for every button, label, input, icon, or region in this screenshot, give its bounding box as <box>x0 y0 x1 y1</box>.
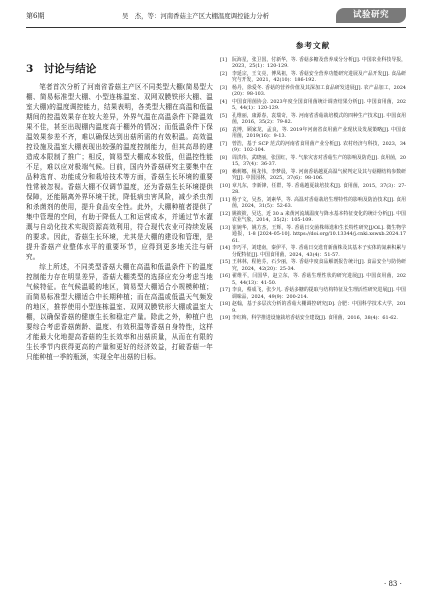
issue-number: 第6期 <box>26 12 45 20</box>
reference-text: 中国食用菌协会. 2023年度全国食用菌统计调查结果分析[J]. 中国食用菌，2025，44(1)：120-129. <box>232 99 406 112</box>
reference-item <box>220 245 406 258</box>
section-title: 3 讨论与结论 <box>26 63 97 75</box>
reference-number: [11] <box>220 197 230 203</box>
reference-number: [12] <box>220 211 230 217</box>
paragraph-discussion: 笔者首次分析了河南省香菇主产区不同类型大棚(简易型大棚、简易标准型大棚、小型连栋温室、双网双膜铁形大棚、温室大棚)的温度调控能力，结果表明，各类型大棚在高温和低温期间的控温效果存在较大差异，外界气温在高温条件下降温效果不佳，甚至出现棚内温度高于棚外的情况；而低温条件下保温效果参差不齐，难以确保达到出菇所需的有效积温。高效温控设施及温室大棚表现出较强的温度控制能力，但其高昂的建造成本限制了推广；相反，简易型大棚成本较低，但温控性能不足，难以应对极端气候。目前，国内外香菇研究主要集中在品种选育、功能成分和栽培技术等方面，香菇生长环境的重要性常被忽视。香菇大棚不仅调节温度，还为香菇生长环境提供保障，还能隔离外界环境干扰，降低病虫害风险，减少杀虫剂和杀菌剂的使用，提升食品安全性。此外，大棚种植者提供了集中管理的空间，有助于降低人工和运营成本，并通过节水灌溉与自动化技术实现资源高效利用，符合现代农业可持续发展的要求。因此，香菇生长环境，尤其是大棚的建设和管理，是提升香菇产业整体水平的重要环节，应得到更多地关注与研究。 <box>26 83 213 261</box>
reference-item <box>220 273 406 286</box>
reference-text: 李良，蔡成飞，张少凡. 香菇多糖的提取与结构特征及生理活性研究进展[J]. 中国调味品，2024，49(9)：200-214. <box>232 287 406 300</box>
reference-item <box>220 197 406 210</box>
reference-number: [15] <box>220 259 230 266</box>
reference-number: [6] <box>220 127 227 133</box>
reference-number: [13] <box>220 225 230 231</box>
reference-number: [17] <box>220 287 230 294</box>
reference-number: [1] <box>220 57 227 63</box>
reference-item <box>220 259 406 272</box>
reference-number: [19] <box>220 315 230 322</box>
reference-item <box>220 287 406 300</box>
reference-item <box>220 183 406 196</box>
reference-item <box>220 99 406 112</box>
discussion-column <box>26 62 213 362</box>
reference-text: 杨子文，吴杰，刘素华，等. 高温对香菇栽培生理特性的影响及防治技术[J]. 食用菌，2024，31(5)：52-63. <box>232 197 406 210</box>
reference-text: 李红梅，科学推进设施栽培香菇安全建设[J]. 食用菌，2016，38(4)：61-62. <box>232 315 398 322</box>
reference-item <box>220 211 406 224</box>
reference-item <box>220 127 406 140</box>
reference-number: [14] <box>220 245 230 252</box>
page-number: · 83 · <box>384 580 402 588</box>
reference-item <box>220 155 406 168</box>
reference-number: [3] <box>220 85 227 91</box>
reference-item <box>220 301 406 314</box>
reference-text: 阮海星，张卫国，付新华，等. 香菇多糖及营养成分分析[J]. 中国农业科技导报，2023，25(1)：120-129. <box>232 57 406 70</box>
reference-number: [7] <box>220 141 227 147</box>
paragraph-conclusion: 综上所述，不同类型香菇大棚在高温和低温条件下的温度控制能力存在明显差异，香菇大棚类型的选择应充分考虑当地气候特征。在气候温暖的地区，简易型大棚适合小规模种植；而简易标准型大棚适合中长期种植；而在高温或低温天气频发的地区，推荐使用小型连栋温室、双网双膜铁形大棚或温室大棚，以确保香菇的健康生长和稳定产量。除此之外，种植户也要综合考虑香菇菌龄、温度、有效积温等香菇自身特性，这样才能最大化地提高香菇的生长效率和出菇质量，从而在有限的生长季节内获得更高的产量和更好的经济效益，打破香菇一年只能种植一季的瓶颈，实现全年出菇的目标。 <box>26 263 213 361</box>
reference-item <box>220 57 406 70</box>
reference-text: 姚筱筱，吴达，近 30 a 来黄河流域温度与降水基本特征变化的统计分析[J]. 中国农业气象，2014，35(2)：105-109. <box>232 211 406 224</box>
reference-text: 赖莉娜，杨龙伟，李梦晨，等. 河南香菇越夏高温气候判定及其与菇棚结构参数研究[J]. 中国园林，2025，37(6)：98-106. <box>232 169 406 182</box>
reference-text: 周洪伟，武晓丽，张国红，等. 气象灾害对香菇生产的影响及防范[J]. 食用菌，2015，37(4)：36-37. <box>232 155 406 168</box>
header-rule <box>26 27 406 28</box>
reference-text: 孔维丽，康源春，袁瑞奇，等. 河南省香菇栽培模式的四种生产技术[J]. 中国食用菌，2016，35(2)：79-82. <box>232 113 406 126</box>
journal-section-badge: 试验研究 <box>336 8 406 23</box>
reference-item <box>220 315 406 321</box>
reference-item <box>220 113 406 126</box>
running-title: 吴 杰，等：河南香菇主产区大棚温度调控能力分析 <box>122 12 269 20</box>
reference-item <box>220 225 406 244</box>
reference-number: [8] <box>220 155 227 161</box>
reference-text: 翟维平，闫国华，赵立东，等. 香菇生理性状的研究进展[J]. 中国食用菌，2025，44(13)：41-50. <box>232 273 406 286</box>
reference-text: 王林林，程艳芬，石少丽，等. 香菇中度食品解剖报告统计[J]. 食品安全与防伪研究，2024，42(20)：25-34. <box>232 259 406 272</box>
reference-text: 赵翰，基于多层次分析的香菇大棚调控研究[D]. 合肥：中国科学技术大学，2019. <box>232 301 406 314</box>
reference-number: [5] <box>220 113 227 119</box>
reference-number: [18] <box>220 301 230 308</box>
reference-text: 李巧平，刘建南，秦伊平，等. 香菇日交选育新菌株及其基本子实体的氮素积累与分配特征[J]. 中国食用菌，2024，43(4)：51-57. <box>232 245 406 258</box>
reference-text: 杨丹，徐爱冬. 香菇的营养价值及其深加工食品研发进展[J]. 农产品加工，2024(20)：98-103. <box>232 85 406 98</box>
reference-number: [9] <box>220 169 227 175</box>
page-header <box>26 10 406 24</box>
reference-number: [4] <box>220 99 227 105</box>
reference-text: 曾浩，基于 SCP 范式的河南省食用菌产业分析[J]. 农村经济与科技，2023，34(9)：102-104. <box>232 141 406 154</box>
references-heading: 参考文献 <box>295 41 331 50</box>
reference-text: 袁博，顾家龙，孟良，等. 2019年河南省食用菌产业现状及发展策略[J]. 中国食用菌，2019(16)：9-13. <box>232 127 406 140</box>
reference-item <box>220 85 406 98</box>
reference-item <box>220 71 406 84</box>
reference-item <box>220 141 406 154</box>
reference-list <box>220 57 406 322</box>
reference-text: 李延宗，王文亮，博凤祖，等. 香菇安全营养功能研究进展及产品开发[J]. 食品研究与开发，2021，42(10)：186-192. <box>232 71 406 84</box>
reference-text: 崔婉华，姚方杰，王辉，等. 香菇日交菌株筛选和生长特性研究[J/OL]. 微生物学通报，1-8 [2024-05-10]. https://doi.org/10.13344/j.cnki.xswxb.2024.1761. <box>232 225 406 244</box>
reference-item <box>220 169 406 182</box>
references-column <box>220 40 406 323</box>
reference-number: [2] <box>220 71 227 77</box>
reference-number: [16] <box>220 273 230 280</box>
reference-number: [10] <box>220 183 230 189</box>
reference-text: 章凡东，李新锋，任群，等. 香菇越夏栽培技术[J]. 食用菌，2015，37(3)：27-28. <box>232 183 406 196</box>
